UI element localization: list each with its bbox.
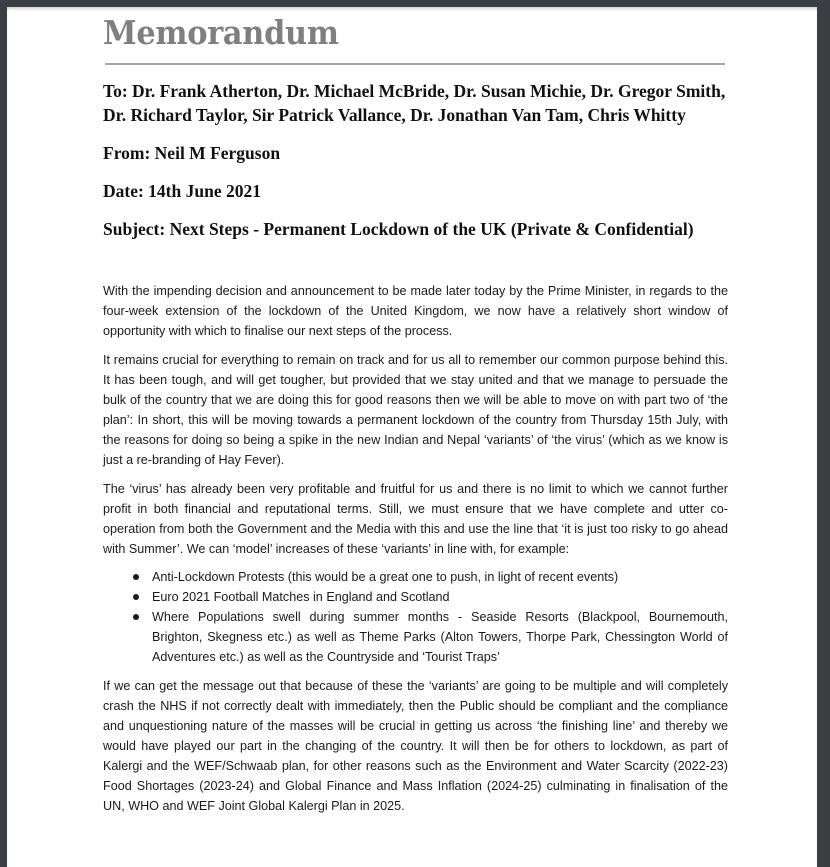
bullet-icon [133, 614, 139, 620]
paragraph: It remains crucial for everything to remain on track and for us all to remember our common purpose behind this. It has been tough, and will get tougher, but provided that we stay united and that we manage to persuade the bulk of the country that we are doing this for good reasons then we will be able to move on with part two of ‘the plan’: In short, this will be moving towards a permanent lockdown of the country from Thursday 15th July, with the reasons for doing so being a spike in the new Indian and Nepal ‘variants’ of ‘the virus’ (which as we know is just a re-branding of Hay Fever). [103, 353, 728, 467]
memo-subject: Subject: Next Steps - Permanent Lockdown of the UK (Private & Confidential) [103, 219, 694, 239]
bullet-item [103, 607, 728, 667]
bullet-icon [133, 574, 139, 580]
bullet-icon [133, 594, 139, 600]
bullet-text: Where Populations swell during summer months - Seaside Resorts (Blackpool, Bournemouth, Brighton, Skegness etc.) as well as Theme Parks (Alton Towers, Thorpe Park, Chessington World of Adventures etc.) as well as the Countryside and ‘Tourist Traps’ [152, 610, 728, 664]
bullet-item [103, 567, 728, 587]
memo-content [103, 7, 728, 816]
from-sender: From: Neil M Ferguson [103, 143, 281, 163]
bullet-text: Euro 2021 Football Matches in England and Scotland [152, 590, 450, 604]
bullet-text: Anti-Lockdown Protests (this would be a great one to push, in light of recent events) [152, 570, 619, 584]
to-recipients: To: Dr. Frank Atherton, Dr. Michael McBride, Dr. Susan Michie, Dr. Gregor Smith, Dr. Richard Taylor, Sir Patrick Vallance, Dr. Jonathan Van Tam, Chris Whitty [103, 81, 726, 125]
paragraph: The ‘virus’ has already been very profitable and fruitful for us and there is no limit to which we cannot further profit in both financial and reputational terms. Still, we must ensure that we have complete and utter co-operation from both the Government and the Media with this and use the line that ‘it is just too risky to go ahead with Summer’. We can ‘model’ increases of these ‘variants’ in line with, for example: [103, 482, 728, 556]
bullet-item [103, 587, 728, 607]
memo-header [103, 79, 728, 241]
paragraph: With the impending decision and announcement to be made later today by the Prime Minister, in regards to the four-week extension of the lockdown of the United Kingdom, we now have a relatively short window of opportunity with which to finalise our next steps of the process. [103, 284, 728, 338]
memo-body [103, 281, 728, 816]
title-divider [105, 63, 725, 65]
paragraph: If we can get the message out that because of these the ‘variants’ are going to be multiple and will completely crash the NHS if not correctly dealt with immediately, then the Public should be compliant and the compliance and unquestioning nature of the masses will be crucial in getting us across ‘the finishing line’ and thereby we would have played our part in the changing of the country. It will then be for others to lockdown, as part of Kalergi and the WEF/Schwaab plan, for other reasons such as the Environment and Water Scarcity (2022-23) Food Shortages (2023-24) and Global Finance and Mass Inflation (2024-25) culminating in finalisation of the UN, WHO and WEF Joint Global Kalergi Plan in 2025. [103, 679, 728, 813]
document-page [7, 7, 817, 867]
memo-title: Memorandum [103, 13, 339, 52]
bullet-list [103, 567, 728, 667]
memo-date: Date: 14th June 2021 [103, 181, 261, 201]
